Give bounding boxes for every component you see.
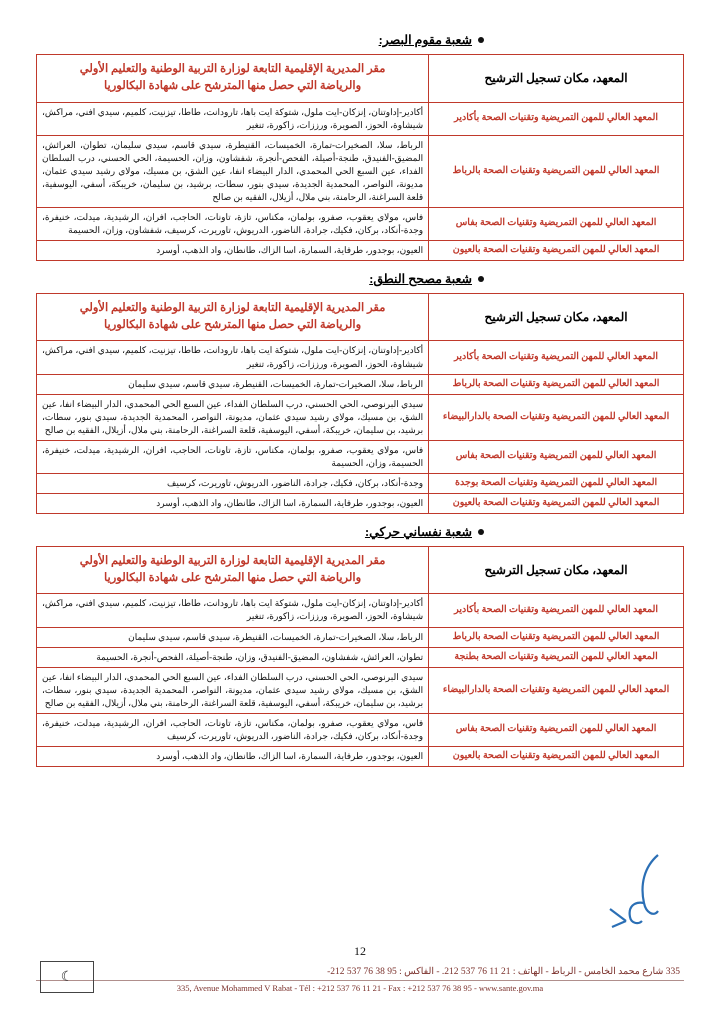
table-row xyxy=(37,240,684,260)
section-psychomotor xyxy=(36,524,684,767)
bullet-icon xyxy=(478,529,484,535)
cell-directorates: سيدي البرنوصي، الحي الحسني، درب السلطان الفداء، عين السبع الحي المحمدي، الدار البيضاء انفا، عين الشق، بن مسيك، مولاي رشيد سيدي عثمان، مديونة، النواصر، المحمدية الجديدة، سيدي بنور، سطات، برشيد، بن سليمان، خريبكة، أسفي، اليوسفية، قلعة السراغنة، الرحامنة، بني ملال، أزيلال، الفقيه بن صالح xyxy=(37,394,429,440)
table-row xyxy=(37,746,684,766)
footer-french: 335, Avenue Mohammed V Rabat - Tél : +212 537 76 11 21 - Fax : +212 537 76 38 95 - www.sante.gov.ma xyxy=(176,983,544,993)
bullet-icon xyxy=(478,37,484,43)
bullet-icon xyxy=(478,276,484,282)
table-row xyxy=(37,713,684,746)
cell-institute: المعهد العالي للمهن التمريضية وتقنيات الصحة بالرباط xyxy=(429,135,684,207)
header-directorate xyxy=(37,55,429,103)
section-title: شعبة مصحح النطق: xyxy=(369,271,472,286)
cell-institute: المعهد العالي للمهن التمريضية وتقنيات الصحة بأكادير xyxy=(429,102,684,135)
cell-institute: المعهد العالي للمهن التمريضية وتقنيات الصحة بالعيون xyxy=(429,493,684,513)
header-directorate-line1: مقر المديرية الإقليمية التابعة لوزارة التربية الوطنية والتعليم الأولي xyxy=(79,63,386,75)
header-directorate-line2: والرياضة التي حصل منها المترشح على شهادة البكالوريا xyxy=(104,319,362,332)
cell-directorates: أكادير-إداوتنان، إنزكان-ايت ملول، شتوكة ايت باها، تارودانت، طاطا، تيزنيت، كلميم، سيدي افني، مراكش، شيشاوة، الحوز، الصويرة، ورززات، زاكورة، تنغير xyxy=(37,102,429,135)
cell-directorates: فاس، مولاي يعقوب، صفرو، بولمان، مكناس، تازة، تاونات، الحاجب، افران، الرشيدية، ميدلت، خنيفرة، وجدة-أنكاد، بركان، فكيك، جرادة، الناضور، الدريوش، تاوريرت، كرسيف xyxy=(37,713,429,746)
cell-directorates: فاس، مولاي يعقوب، صفرو، بولمان، مكناس، تازة، تاونات، الحاجب، افران، الرشيدية، ميدلت، خنيفرة، وجدة-أنكاد، بركان، فكيك، جرادة، الناضور، الدريوش، تاوريرت، كرسيف، شفشاون، وزان، الحسيمة xyxy=(37,207,429,240)
cell-institute: المعهد العالي للمهن التمريضية وتقنيات الصحة بالرباط xyxy=(429,627,684,647)
page-number: 12 xyxy=(354,944,366,958)
header-directorate-line1: مقر المديرية الإقليمية التابعة لوزارة التربية الوطنية والتعليم الأولي xyxy=(79,301,386,314)
table-header-row xyxy=(37,546,684,594)
directorates-table xyxy=(36,293,684,514)
cell-institute: المعهد العالي للمهن التمريضية وتقنيات الصحة بالرباط xyxy=(429,374,684,394)
header-directorate xyxy=(37,293,429,341)
table-row xyxy=(37,440,684,473)
table-row xyxy=(37,207,684,240)
table-row xyxy=(37,627,684,647)
cell-directorates: العيون، بوجدور، طرفاية، السمارة، اسا الزاك، طانطان، واد الذهب، أوسرد xyxy=(37,746,429,766)
handwritten-signature xyxy=(600,851,690,931)
header-institute: المعهد، مكان تسجيل الترشيح xyxy=(429,293,684,341)
cell-institute: المعهد العالي للمهن التمريضية وتقنيات الصحة بطنجة xyxy=(429,647,684,667)
table-row xyxy=(37,135,684,207)
cell-institute: المعهد العالي للمهن التمريضية وتقنيات الصحة بالعيون xyxy=(429,746,684,766)
section-speech-therapy xyxy=(36,271,684,514)
ministry-logo-icon: ☾ xyxy=(40,961,94,993)
header-directorate-line2: والرياضة التي حصل منها المترشح على شهادة البكالوريا xyxy=(104,80,362,93)
directorates-table xyxy=(36,54,684,261)
section-title: شعبة نفساني حركي: xyxy=(364,524,472,539)
cell-directorates: أكادير-إداوتنان، إنزكان-ايت ملول، شتوكة ايت باها، تارودانت، طاطا، تيزنيت، كلميم، سيدي افني، مراكش، شيشاوة، الحوز، الصويرة، ورززات، زاكورة، تنغير xyxy=(37,341,429,374)
table-header-row xyxy=(37,55,684,103)
section-optometry xyxy=(36,32,684,261)
section-heading xyxy=(36,524,684,540)
cell-institute: المعهد العالي للمهن التمريضية وتقنيات الصحة بالدارالبيضاء xyxy=(429,394,684,440)
cell-directorates: وجدة-أنكاد، بركان، فكيك، جرادة، الناضور، الدريوش، تاوريرت، كرسيف xyxy=(37,473,429,493)
cell-directorates: فاس، مولاي يعقوب، صفرو، بولمان، مكناس، تازة، تاونات، الحاجب، افران، الرشيدية، ميدلت، خنيفرة، الحسيمة، وزان، الحسيمة xyxy=(37,440,429,473)
table-row xyxy=(37,102,684,135)
header-institute: المعهد، مكان تسجيل الترشيح xyxy=(429,546,684,594)
cell-directorates: العيون، بوجدور، طرفاية، السمارة، اسا الزاك، طانطان، واد الذهب، أوسرد xyxy=(37,493,429,513)
directorates-table xyxy=(36,546,684,767)
section-heading xyxy=(36,32,684,48)
footer-arabic-text: 335 شارع محمد الخامس - الرباط - الهاتف : 21 11 76 537 212. - الفاكس : 95 38 76 537 212- xyxy=(327,967,680,977)
cell-institute: المعهد العالي للمهن التمريضية وتقنيات الصحة بفاس xyxy=(429,440,684,473)
cell-directorates: أكادير-إداوتنان، إنزكان-ايت ملول، شتوكة ايت باها، تارودانت، طاطا، تيزنيت، كلميم، سيدي افني، مراكش، شيشاوة، الحوز، الصويرة، ورززات، زاكورة، تنغير xyxy=(37,594,429,627)
table-row xyxy=(37,493,684,513)
cell-institute: المعهد العالي للمهن التمريضية وتقنيات الصحة بفاس xyxy=(429,713,684,746)
cell-institute: المعهد العالي للمهن التمريضية وتقنيات الصحة بفاس xyxy=(429,207,684,240)
cell-directorates: تطوان، العرائش، شفشاون، المضيق-الفنيدق، وزان، طنجة-أصيلة، الفحص-أنجرة، الحسيمة xyxy=(37,647,429,667)
table-row xyxy=(37,667,684,713)
table-row xyxy=(37,473,684,493)
cell-institute: المعهد العالي للمهن التمريضية وتقنيات الصحة بالدارالبيضاء xyxy=(429,667,684,713)
cell-directorates: سيدي البرنوصي، الحي الحسني، درب السلطان الفداء، عين السبع الحي المحمدي، الدار البيضاء انفا، عين الشق، بن مسيك، مولاي رشيد سيدي عثمان، مديونة، النواصر، المحمدية الجديدة، سيدي بنور، سطات، برشيد، بن سليمان، خريبكة، أسفي، اليوسفية، قلعة السراغنة، الرحامنة، بني ملال، أزيلال، الفقيه بن صالح xyxy=(37,667,429,713)
cell-directorates: الرباط، سلا، الصخيرات-تمارة، الخميسات، القنيطرة، سيدي قاسم، سيدي سليمان، تطوان، العرائش، المضيق-الفنيدق، طنجة-أصيلة، الفحص-أنجرة، شفشاون، وزان، الحسيمة، الحي الحسني، درب السلطان الفداء، عين السبع الحي المحمدي، الدار البيضاء انفا، عين الشق، بن مسيك، مولاي رشيد سيدي عثمان، مديونة، النواصر، المحمدية الجديدة، سيدي بنور، سطات، برشيد، بن سليمان، خريبكة، أسفي، اليوسفية، قلعة السراغنة، الرحامنة، بني ملال، أزيلال، الفقيه بن صالح xyxy=(37,135,429,207)
cell-directorates: العيون، بوجدور، طرفاية، السمارة، اسا الزاك، طانطان، واد الذهب، أوسرد xyxy=(37,240,429,260)
cell-institute: المعهد العالي للمهن التمريضية وتقنيات الصحة بأكادير xyxy=(429,341,684,374)
footer-arabic xyxy=(40,966,680,977)
header-institute: المعهد، مكان تسجيل الترشيح xyxy=(429,55,684,103)
cell-institute: المعهد العالي للمهن التمريضية وتقنيات الصحة بوجدة xyxy=(429,473,684,493)
section-title: شعبة مقوم البصر: xyxy=(378,33,472,47)
footer-divider xyxy=(36,980,684,981)
header-directorate-line2: والرياضة التي حصل منها المترشح على شهادة البكالوريا xyxy=(104,572,362,585)
section-heading xyxy=(36,271,684,287)
table-row xyxy=(37,374,684,394)
header-directorate xyxy=(37,546,429,594)
cell-institute: المعهد العالي للمهن التمريضية وتقنيات الصحة بأكادير xyxy=(429,594,684,627)
cell-directorates: الرباط، سلا، الصخيرات-تمارة، الخميسات، القنيطرة، سيدي قاسم، سيدي سليمان xyxy=(37,374,429,394)
table-row xyxy=(37,341,684,374)
table-row xyxy=(37,594,684,627)
cell-directorates: الرباط، سلا، الصخيرات-تمارة، الخميسات، القنيطرة، سيدي قاسم، سيدي سليمان xyxy=(37,627,429,647)
table-row xyxy=(37,394,684,440)
cell-institute: المعهد العالي للمهن التمريضية وتقنيات الصحة بالعيون xyxy=(429,240,684,260)
table-header-row xyxy=(37,293,684,341)
table-row xyxy=(37,647,684,667)
header-directorate-line1: مقر المديرية الإقليمية التابعة لوزارة التربية الوطنية والتعليم الأولي xyxy=(79,554,386,567)
